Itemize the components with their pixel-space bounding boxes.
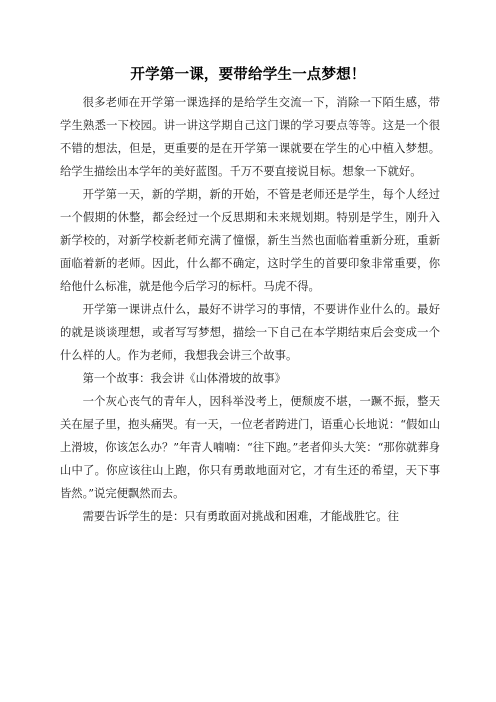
paragraph-2: 开学第一天，新的学期，新的开始，不管是老师还是学生，每个人经过一个假期的休整，都会经过一个反思期和未来规划期。特别是学生，刚升入新学校的，对新学校新老师充满了憧憬，新生当然也面临着重新分班，重新面临着新的老师。因此，什么都不确定，这时学生的首要印象非常重要，你给他什么标准，就是他今后学习的标杆。马虎不得。 [60, 188, 440, 293]
paragraph-3: 开学第一课讲点什么，最好不讲学习的事情，不要讲作业什么的。最好的就是谈谈理想，或者写写梦想，描绘一下自己在本学期结束后会变成一个什么样的人。作为老师，我想我会讲三个故事。 [60, 303, 440, 362]
document-body [60, 91, 440, 528]
paragraph-6: 需要告诉学生的是：只有勇敢面对挑战和困难，才能战胜它。往 [82, 510, 399, 523]
paragraph-5: 一个灰心丧气的青年人，因科举没考上，便颓废不堪，一蹶不振，整天关在屋子里，抱头痛哭。有一天，一位老者跨进门，语重心长地说：“假如山上滑坡，你该怎么办？”年青人喃喃：“往下跑。”老者仰头大笑：“那你就葬身山中了。你应该往山上跑，你只有勇敢地面对它，才有生还的希望，天下事皆然。”说完便飘然而去。 [60, 395, 440, 500]
paragraph-4: 第一个故事：我会讲《山体滑坡的故事》 [82, 372, 286, 385]
paragraph-1: 很多老师在开学第一课选择的是给学生交流一下，消除一下陌生感，带学生熟悉一下校园。讲一讲这学期自己这门课的学习要点等等。这是一个很不错的想法，但是，更重要的是在开学第一课就要在学生的心中植入梦想。给学生描绘出本学年的美好蓝图。千万不要直接说目标。想象一下就好。 [60, 96, 440, 178]
document-title: 开学第一课，要带给学生一点梦想！ [130, 66, 366, 83]
